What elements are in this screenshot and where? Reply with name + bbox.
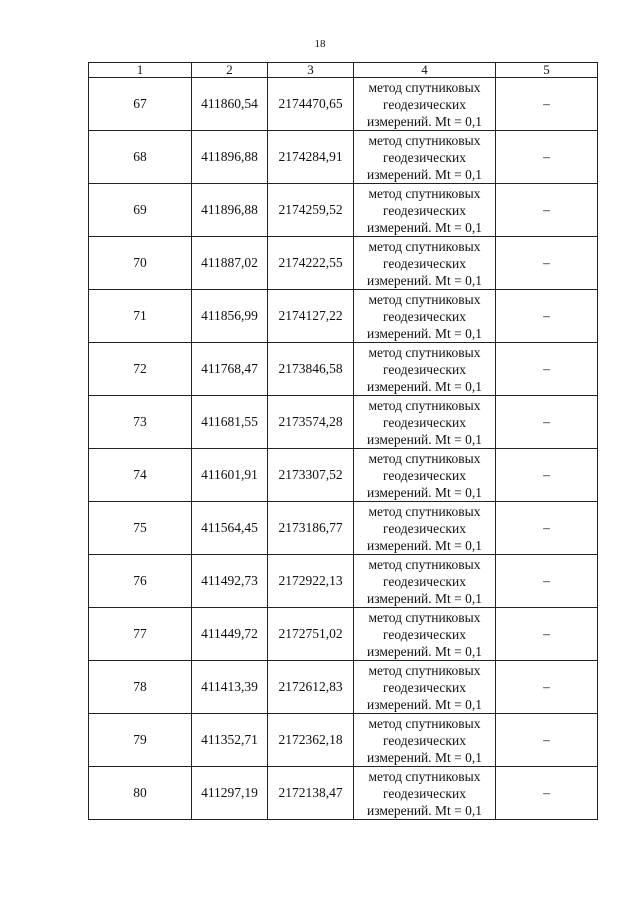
method-line: геодезических [383,414,466,430]
method-line: измерений. Mt = 0,1 [366,272,483,288]
note-cell: – [496,396,598,449]
method-cell [354,290,496,343]
table-row [89,767,598,820]
method-line: метод спутниковых [368,662,481,678]
point-number-cell: 76 [89,555,192,608]
coordinates-table [88,62,598,820]
note-cell: – [496,714,598,767]
y-coordinate-cell: 2172612,83 [268,661,354,714]
method-line: геодезических [383,255,466,271]
x-coordinate-cell: 411768,47 [192,343,268,396]
table-row [89,502,598,555]
point-number-cell: 70 [89,237,192,290]
x-coordinate-cell: 411887,02 [192,237,268,290]
method-line: измерений. Mt = 0,1 [366,590,483,606]
x-coordinate-cell: 411413,39 [192,661,268,714]
x-coordinate-cell: 411860,54 [192,78,268,131]
y-coordinate-cell: 2174222,55 [268,237,354,290]
page-number: 18 [314,38,326,50]
note-cell: – [496,502,598,555]
y-coordinate-cell: 2174127,22 [268,290,354,343]
note-cell: – [496,184,598,237]
point-number-cell: 74 [89,449,192,502]
method-line: геодезических [383,573,466,589]
method-line: геодезических [383,520,466,536]
x-coordinate-cell: 411856,99 [192,290,268,343]
method-cell [354,661,496,714]
point-number-cell: 72 [89,343,192,396]
method-line: метод спутниковых [368,768,481,784]
y-coordinate-cell: 2174470,65 [268,78,354,131]
point-number-cell: 80 [89,767,192,820]
y-coordinate-cell: 2173574,28 [268,396,354,449]
method-line: геодезических [383,308,466,324]
method-line: измерений. Mt = 0,1 [366,166,483,182]
note-cell: – [496,661,598,714]
method-line: геодезических [383,626,466,642]
method-line: метод спутниковых [368,715,481,731]
y-coordinate-cell: 2172751,02 [268,608,354,661]
x-coordinate-cell: 411297,19 [192,767,268,820]
table-row [89,343,598,396]
y-coordinate-cell: 2172138,47 [268,767,354,820]
y-coordinate-cell: 2172362,18 [268,714,354,767]
x-coordinate-cell: 411681,55 [192,396,268,449]
method-cell [354,714,496,767]
x-coordinate-cell: 411564,45 [192,502,268,555]
method-line: измерений. Mt = 0,1 [366,643,483,659]
method-line: метод спутниковых [368,344,481,360]
method-line: метод спутниковых [368,556,481,572]
method-line: метод спутниковых [368,503,481,519]
method-line: метод спутниковых [368,450,481,466]
table-row [89,184,598,237]
x-coordinate-cell: 411492,73 [192,555,268,608]
header-col-1: 1 [89,63,192,78]
method-cell [354,78,496,131]
point-number-cell: 68 [89,131,192,184]
header-col-3: 3 [268,63,354,78]
method-cell [354,184,496,237]
method-line: геодезических [383,361,466,377]
x-coordinate-cell: 411449,72 [192,608,268,661]
y-coordinate-cell: 2172922,13 [268,555,354,608]
method-line: геодезических [383,149,466,165]
method-line: измерений. Mt = 0,1 [366,113,483,129]
note-cell: – [496,290,598,343]
method-line: измерений. Mt = 0,1 [366,749,483,765]
table-row [89,131,598,184]
x-coordinate-cell: 411601,91 [192,449,268,502]
table-row [89,237,598,290]
point-number-cell: 77 [89,608,192,661]
method-cell [354,767,496,820]
method-cell [354,449,496,502]
point-number-cell: 69 [89,184,192,237]
method-cell [354,608,496,661]
point-number-cell: 78 [89,661,192,714]
method-line: метод спутниковых [368,79,481,95]
method-line: метод спутниковых [368,185,481,201]
method-line: измерений. Mt = 0,1 [366,696,483,712]
method-line: измерений. Mt = 0,1 [366,378,483,394]
x-coordinate-cell: 411896,88 [192,131,268,184]
note-cell: – [496,78,598,131]
note-cell: – [496,449,598,502]
method-line: геодезических [383,785,466,801]
table-row [89,555,598,608]
method-cell [354,131,496,184]
note-cell: – [496,555,598,608]
method-line: метод спутниковых [368,291,481,307]
y-coordinate-cell: 2173307,52 [268,449,354,502]
table-row [89,661,598,714]
y-coordinate-cell: 2174259,52 [268,184,354,237]
table-row [89,608,598,661]
method-line: геодезических [383,732,466,748]
y-coordinate-cell: 2174284,91 [268,131,354,184]
method-line: измерений. Mt = 0,1 [366,537,483,553]
table-header-row [89,63,598,78]
method-cell [354,343,496,396]
header-col-5: 5 [496,63,598,78]
point-number-cell: 73 [89,396,192,449]
method-cell [354,502,496,555]
method-line: геодезических [383,679,466,695]
method-line: измерений. Mt = 0,1 [366,484,483,500]
method-cell [354,396,496,449]
point-number-cell: 71 [89,290,192,343]
table-row [89,290,598,343]
method-line: измерений. Mt = 0,1 [366,219,483,235]
method-line: метод спутниковых [368,609,481,625]
method-line: геодезических [383,96,466,112]
note-cell: – [496,343,598,396]
header-col-2: 2 [192,63,268,78]
x-coordinate-cell: 411896,88 [192,184,268,237]
method-line: измерений. Mt = 0,1 [366,325,483,341]
method-line: метод спутниковых [368,132,481,148]
note-cell: – [496,237,598,290]
method-line: измерений. Mt = 0,1 [366,431,483,447]
y-coordinate-cell: 2173186,77 [268,502,354,555]
method-line: метод спутниковых [368,397,481,413]
y-coordinate-cell: 2173846,58 [268,343,354,396]
method-line: метод спутниковых [368,238,481,254]
method-line: геодезических [383,202,466,218]
point-number-cell: 75 [89,502,192,555]
point-number-cell: 67 [89,78,192,131]
method-line: измерений. Mt = 0,1 [366,802,483,818]
note-cell: – [496,608,598,661]
table-row [89,449,598,502]
table-row [89,714,598,767]
header-col-4: 4 [354,63,496,78]
table-row [89,396,598,449]
note-cell: – [496,131,598,184]
table-row [89,78,598,131]
table-body [89,78,598,820]
method-line: геодезических [383,467,466,483]
note-cell: – [496,767,598,820]
x-coordinate-cell: 411352,71 [192,714,268,767]
point-number-cell: 79 [89,714,192,767]
method-cell [354,555,496,608]
method-cell [354,237,496,290]
